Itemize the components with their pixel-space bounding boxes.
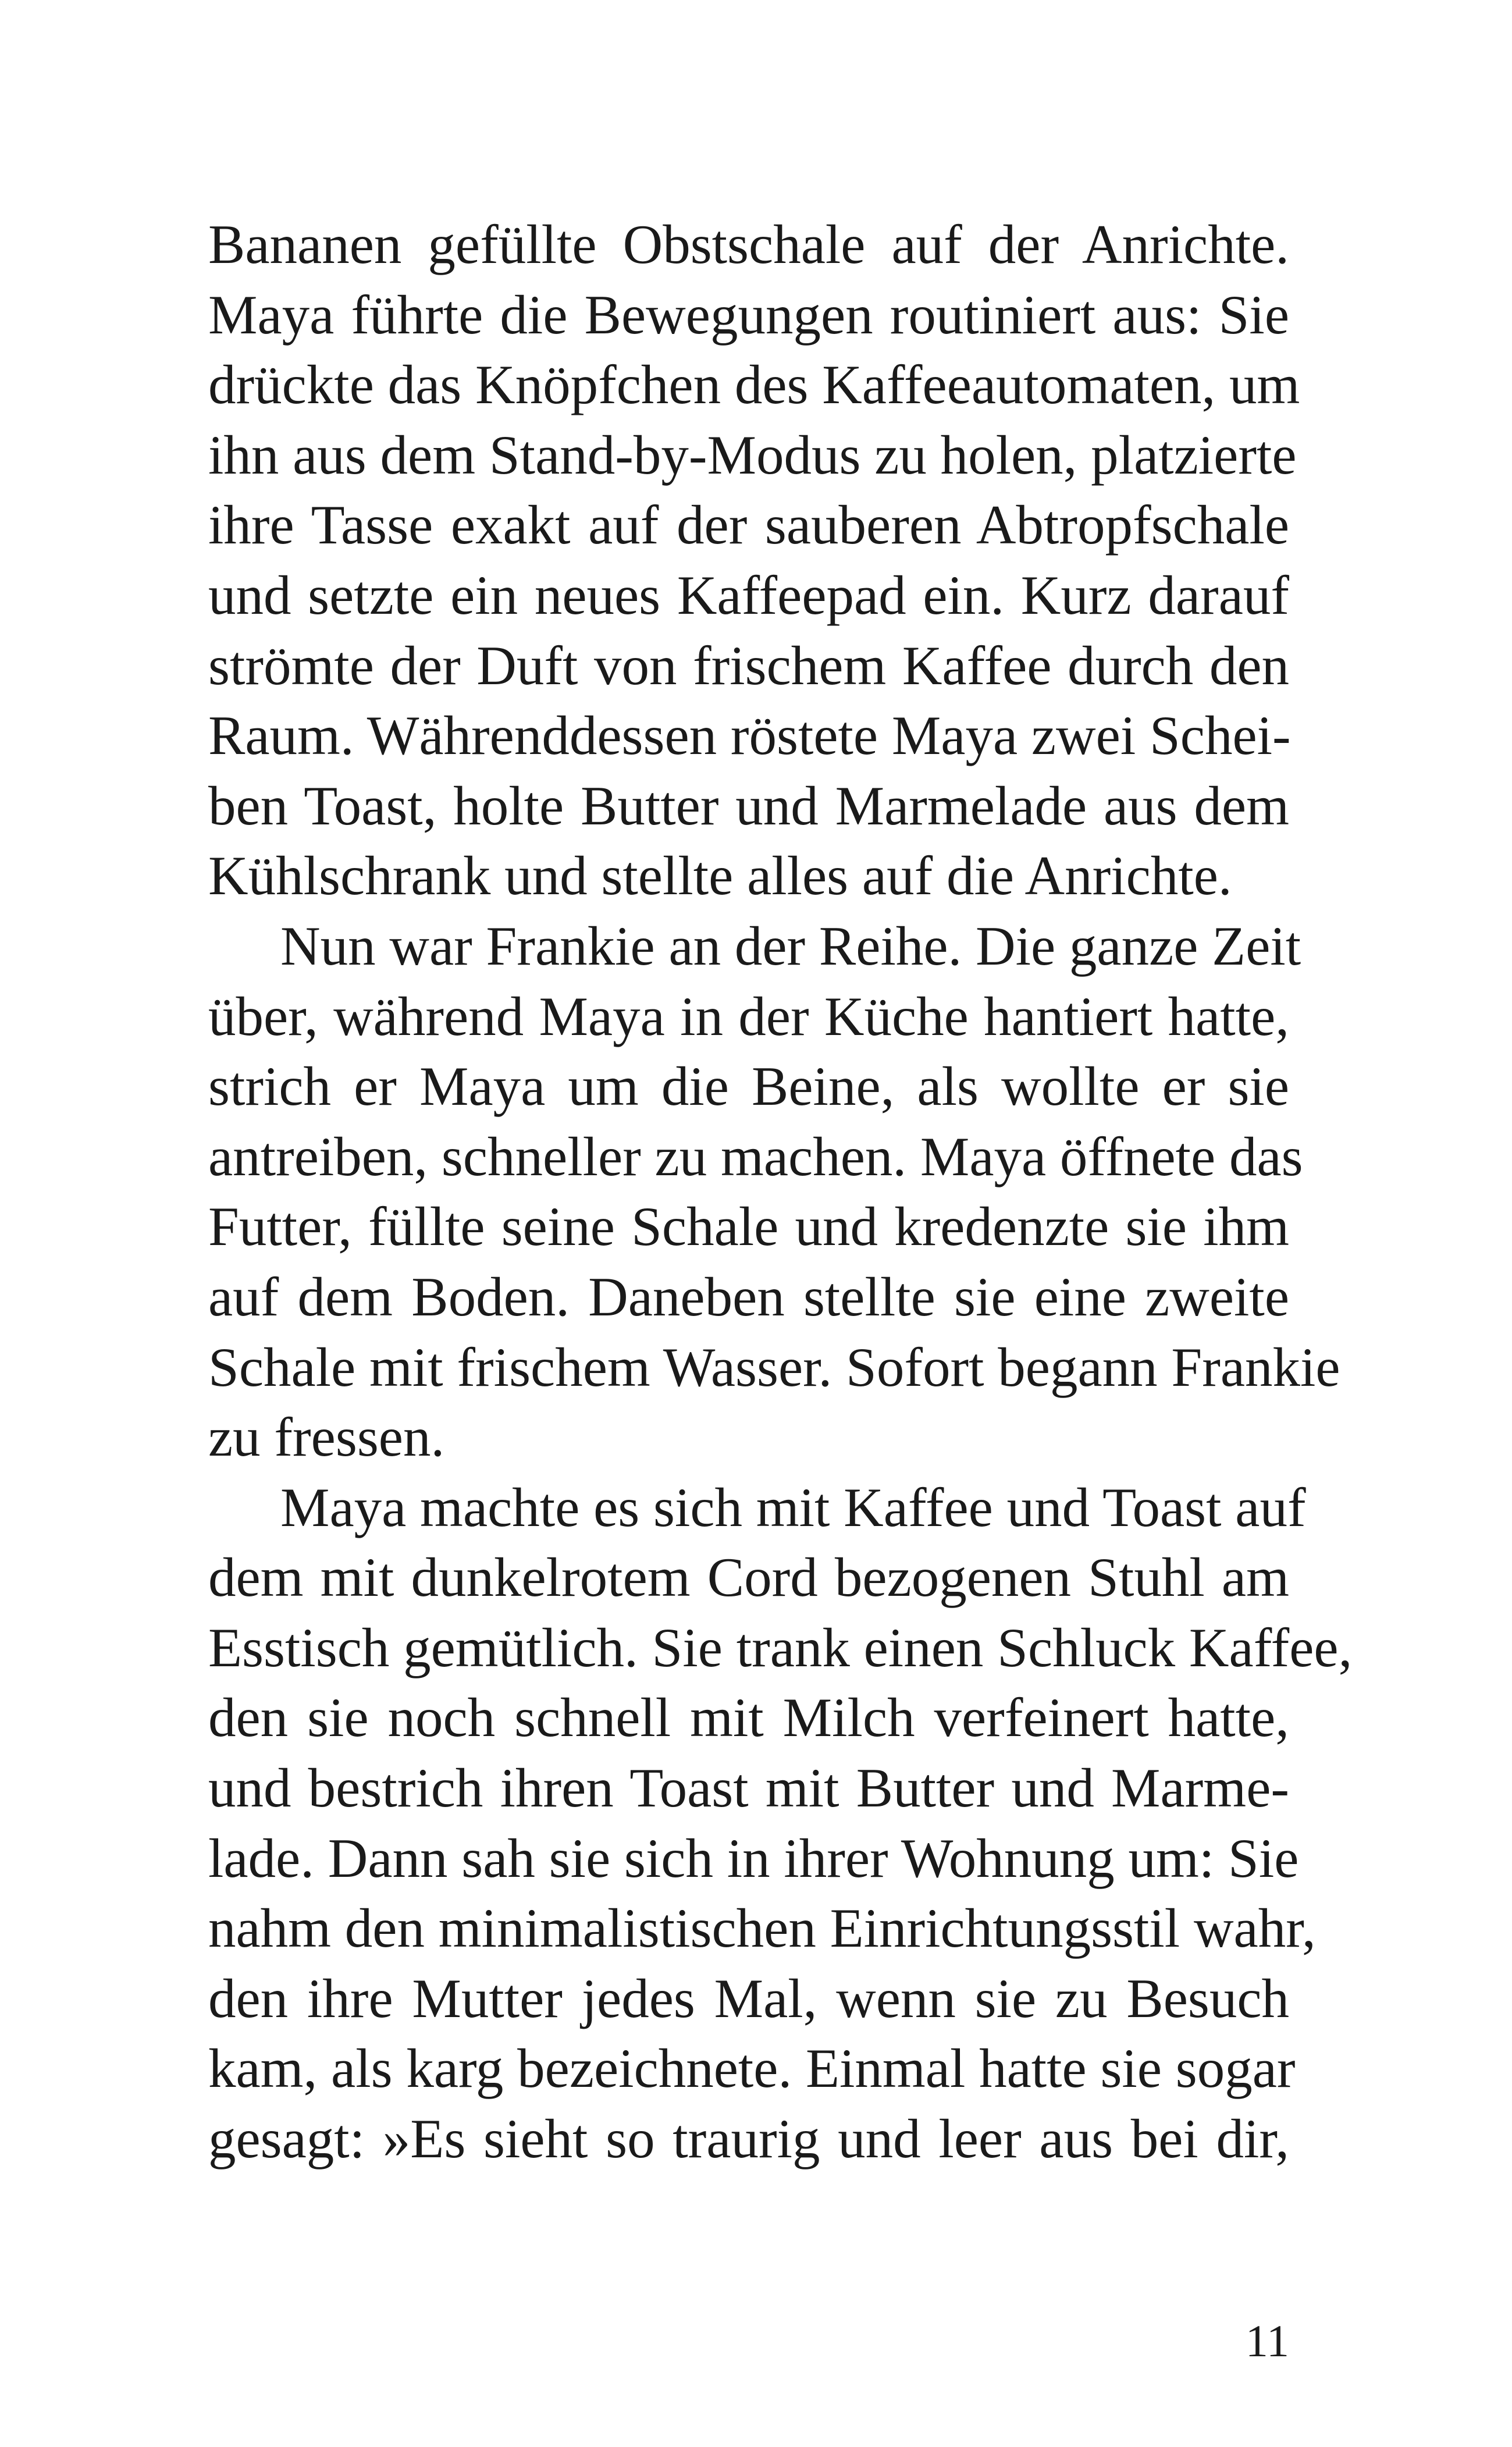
- text-line: Maya führte die Bewegungen routiniert aus: Sie: [208, 283, 1289, 346]
- text-line: strich er Maya um die Beine, als wollte er sie: [208, 1055, 1289, 1118]
- text-line: kam, als karg bezeichnete. Einmal hatte sie sogar: [208, 2037, 1296, 2100]
- text-line: dem mit dunkelrotem Cord bezogenen Stuhl am: [208, 1546, 1289, 1609]
- text-line: antreiben, schneller zu machen. Maya öffnete das: [208, 1125, 1303, 1187]
- body-text: [208, 209, 1353, 2174]
- text-line: Futter, füllte seine Schale und kredenzte sie ihm: [208, 1196, 1289, 1258]
- text-line: ben Toast, holte Butter und Marmelade aus dem: [208, 774, 1289, 837]
- text-line: strömte der Duft von frischem Kaffee durch den: [208, 634, 1289, 696]
- text-line: zu fressen.: [208, 1406, 445, 1468]
- text-line: gesagt: »Es sieht so traurig und leer aus bei dir,: [208, 2108, 1289, 2170]
- paragraph: [208, 209, 1300, 911]
- text-line: nahm den minimalistischen Einrichtungsstil wahr,: [208, 1897, 1316, 1959]
- text-line: Maya machte es sich mit Kaffee und Toast auf: [280, 1476, 1306, 1538]
- text-line: den ihre Mutter jedes Mal, wenn sie zu Besuch: [208, 1967, 1289, 2029]
- text-line: ihre Tasse exakt auf der sauberen Abtropfschale: [208, 494, 1289, 556]
- text-line: Esstisch gemütlich. Sie trank einen Schluck Kaffee,: [208, 1616, 1353, 1678]
- page-number: 11: [1245, 2316, 1289, 2366]
- text-line: auf dem Boden. Daneben stellte sie eine zweite: [208, 1265, 1289, 1328]
- paragraph: [208, 1473, 1353, 2174]
- text-line: lade. Dann sah sie sich in ihrer Wohnung um: Sie: [208, 1827, 1299, 1889]
- text-line: Raum. Währenddessen röstete Maya zwei Schei-: [208, 705, 1291, 767]
- text-line: ihn aus dem Stand-by-Modus zu holen, platzierte: [208, 424, 1297, 486]
- text-line: und setzte ein neues Kaffeepad ein. Kurz darauf: [208, 564, 1289, 626]
- text-line: Nun war Frankie an der Reihe. Die ganze Zeit: [280, 915, 1301, 977]
- text-line: den sie noch schnell mit Milch verfeinert hatte,: [208, 1687, 1289, 1749]
- text-line: Bananen gefüllte Obstschale auf der Anrichte.: [208, 214, 1289, 275]
- text-line: und bestrich ihren Toast mit Butter und Marme-: [208, 1757, 1289, 1819]
- text-line: Kühlschrank und stellte alles auf die Anrichte.: [208, 845, 1232, 907]
- text-line: Schale mit frischem Wasser. Sofort begann Frankie: [208, 1336, 1340, 1398]
- text-line: über, während Maya in der Küche hantiert hatte,: [208, 985, 1289, 1047]
- text-line: drückte das Knöpfchen des Kaffeeautomaten, um: [208, 354, 1300, 416]
- paragraph: [208, 911, 1340, 1473]
